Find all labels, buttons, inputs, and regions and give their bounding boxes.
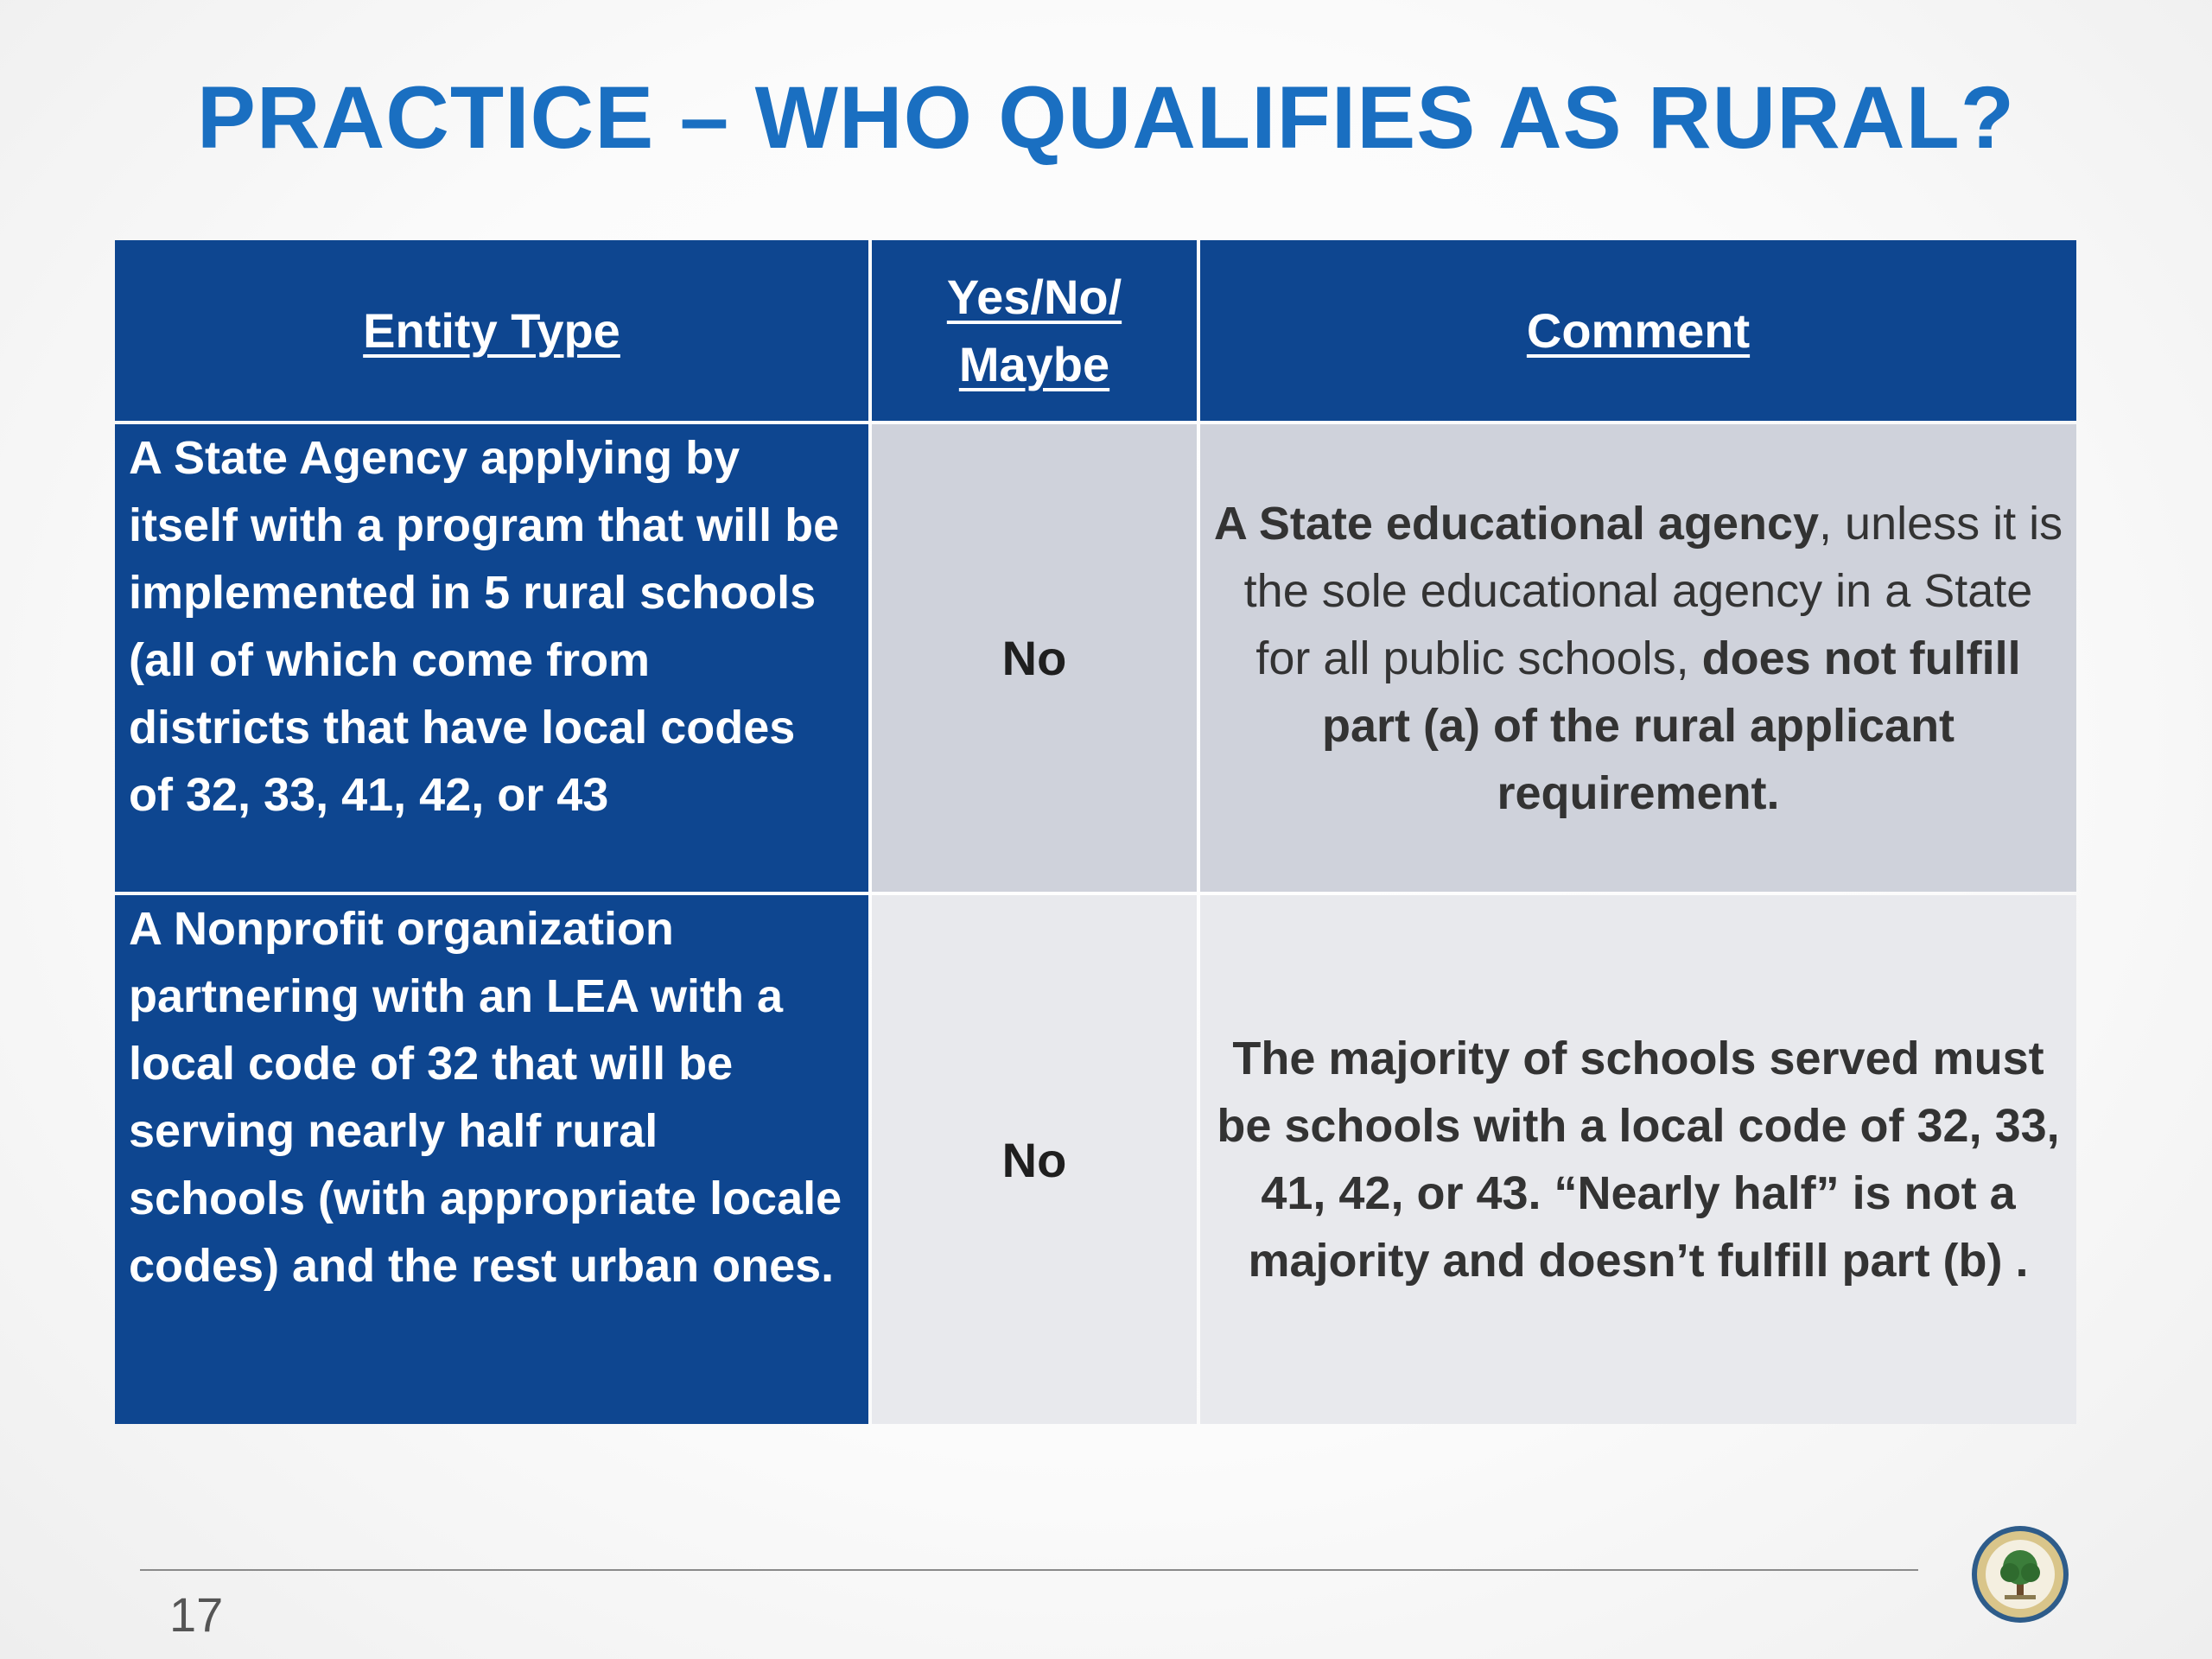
answer-cell: No — [872, 424, 1197, 892]
header-answer-line1: Yes/No/ — [946, 269, 1122, 324]
header-yes-no-maybe — [872, 240, 1197, 421]
header-entity-type — [115, 240, 868, 421]
entity-cell: A State Agency applying by itself with a program that will be implemented in 5 rural schools (all of which come from districts that have local codes of 32, 33, 41, 42, or 43 — [115, 424, 868, 892]
answer-cell: No — [872, 895, 1197, 1424]
comment-cell — [1200, 424, 2076, 892]
comment-regular-text: , unless it is the sole educational agency in a State for all public schools, — [1243, 497, 2063, 684]
page-number: 17 — [169, 1587, 224, 1642]
comment-bold-lead: A State educational agency — [1213, 497, 1820, 550]
header-comment-label: Comment — [1526, 302, 1751, 358]
comment-cell: The majority of schools served must be schools with a local code of 32, 33, 41, 42, or 43. “Nearly half” is not a majority and doesn’t fulfill part (b) . — [1200, 895, 2076, 1424]
table-row — [115, 895, 2076, 1424]
header-comment — [1200, 240, 2076, 421]
table-header-row — [115, 240, 2076, 421]
department-seal-icon — [1970, 1524, 2070, 1624]
table-row — [115, 424, 2076, 892]
header-answer-line2: Maybe — [958, 336, 1110, 391]
entity-cell: A Nonprofit organization partnering with an LEA with a local code of 32 that will be serving nearly half rural schools (with appropriate locale codes) and the rest urban ones. — [115, 895, 868, 1424]
slide-title: PRACTICE – WHO QUALIFIES AS RURAL? — [196, 68, 2016, 167]
footer-divider — [140, 1569, 1918, 1571]
practice-table — [111, 237, 2080, 1427]
header-entity-type-label: Entity Type — [363, 302, 620, 358]
comment-bold-tail: does not fulfill part (a) of the rural applicant requirement. — [1321, 632, 2021, 819]
